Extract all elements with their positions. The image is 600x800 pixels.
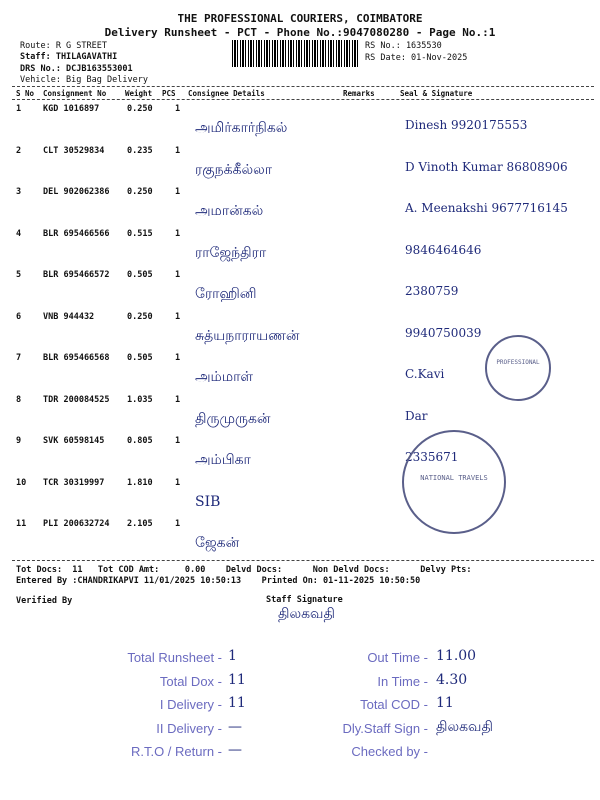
row-consignee-handwritten: அமிர்கார்நிகல் xyxy=(195,120,288,136)
row-sno: 5 xyxy=(16,270,22,280)
row-sno: 10 xyxy=(16,477,27,488)
row-weight: 0.250 xyxy=(127,104,153,114)
col-remarks: Remarks xyxy=(343,89,375,98)
row-sno: 6 xyxy=(16,311,22,322)
row-weight: 2.105 xyxy=(127,519,153,529)
runsheet-subtitle: Delivery Runsheet - PCT - Phone No.:9047080280 - Page No.:1 xyxy=(104,26,496,39)
col-signature: Seal & Signature xyxy=(400,89,473,98)
row-consignee-handwritten: திருமுருகன் xyxy=(195,410,271,427)
row-weight: 0.505 xyxy=(127,270,153,280)
col-consignment: Consignment No xyxy=(43,89,107,98)
row-sno: 4 xyxy=(16,228,22,239)
divider-header xyxy=(12,99,594,100)
summary-label: Checked by - xyxy=(351,744,428,759)
summary-value: 4.30 xyxy=(436,671,468,688)
row-signature-handwritten: 9846464646 xyxy=(405,242,482,257)
row-pcs: 1 xyxy=(175,270,181,280)
col-pcs: PCS xyxy=(162,89,176,98)
row-consignment-no: VNB 944432 xyxy=(43,311,95,322)
staff-signature-value: திலகவதி xyxy=(278,606,335,622)
row-signature-handwritten: 2380759 xyxy=(405,284,459,298)
staff-label: Staff: THILAGAVATHI xyxy=(20,52,118,62)
row-signature-handwritten: 9940750039 xyxy=(405,325,482,340)
rs-number: RS No.: 1635530 xyxy=(365,41,442,51)
row-consignee-handwritten: ரகுநக்கீல்லா xyxy=(195,161,273,178)
col-consignee: Consignee Details xyxy=(188,89,265,98)
stamp-small-text: PROFESSIONAL xyxy=(496,359,540,366)
row-sno: 1 xyxy=(16,104,22,114)
row-consignment-no: KGD 1016897 xyxy=(43,104,100,114)
rs-date: RS Date: 01-Nov-2025 xyxy=(365,53,468,63)
row-weight: 0.250 xyxy=(127,187,153,197)
row-sno: 11 xyxy=(16,519,27,529)
row-signature-handwritten: A. Meenakshi 9677716145 xyxy=(405,201,568,215)
summary-label: I Delivery - xyxy=(159,697,222,712)
row-consignment-no: TCR 30319997 xyxy=(43,477,105,488)
summary-value: 11 xyxy=(228,671,246,688)
row-weight: 0.515 xyxy=(127,228,153,239)
divider-top xyxy=(12,86,594,87)
row-pcs: 1 xyxy=(175,228,181,239)
row-sno: 7 xyxy=(16,353,22,363)
stamp-large-text: NATIONAL TRAVELS xyxy=(420,474,488,482)
row-sno: 8 xyxy=(16,394,22,405)
row-weight: 0.805 xyxy=(127,436,153,446)
row-weight: 1.035 xyxy=(127,394,153,405)
row-weight: 0.250 xyxy=(127,311,153,322)
row-pcs: 1 xyxy=(175,477,181,488)
row-consignee-handwritten: SIB xyxy=(195,493,221,510)
row-signature-handwritten: C.Kavi xyxy=(405,367,445,381)
company-title: THE PROFESSIONAL COURIERS, COIMBATORE xyxy=(177,12,423,25)
row-pcs: 1 xyxy=(175,104,181,114)
row-consignee-handwritten: அமான்கல் xyxy=(195,203,264,219)
col-sno: S No xyxy=(16,89,35,98)
barcode-graphic xyxy=(232,40,360,67)
entered-by-line: Entered By :CHANDRIKAPVI 11/01/2025 10:50:13 Printed On: 01-11-2025 10:50:50 xyxy=(16,576,421,586)
totals-line: Tot Docs: 11 Tot COD Amt: 0.00 Delvd Docs: Non Delvd Docs: Delvy Pts: xyxy=(16,565,472,575)
row-signature-handwritten: D Vinoth Kumar 86808906 xyxy=(405,159,568,174)
summary-label: II Delivery - xyxy=(156,720,222,736)
row-signature-handwritten: 2335671 xyxy=(405,450,459,464)
row-pcs: 1 xyxy=(175,436,181,446)
row-consignment-no: TDR 200084525 xyxy=(43,394,110,405)
row-consignee-handwritten: ராஜேந்திரா xyxy=(195,244,267,261)
row-consignment-no: SVK 60598145 xyxy=(43,436,105,446)
col-weight: Weight xyxy=(125,89,153,98)
summary-value: திலகவதி xyxy=(436,718,493,735)
row-weight: 0.505 xyxy=(127,353,153,363)
row-consignee-handwritten: ஜேகன் xyxy=(195,535,240,551)
row-pcs: 1 xyxy=(175,353,181,363)
summary-label: Total Runsheet - xyxy=(127,650,222,665)
row-weight: 0.235 xyxy=(127,145,153,156)
row-pcs: 1 xyxy=(175,394,181,405)
summary-value: 11.00 xyxy=(436,648,477,664)
row-consignee-handwritten: சுத்யநாராயணன் xyxy=(195,327,300,344)
row-signature-handwritten: Dar xyxy=(405,408,428,423)
route-label: Route: R G STREET xyxy=(20,41,107,51)
verified-by-label: Verified By xyxy=(16,596,73,606)
row-pcs: 1 xyxy=(175,311,181,322)
summary-value: 11 xyxy=(228,695,246,711)
row-signature-handwritten: Dinesh 9920175553 xyxy=(405,118,528,132)
row-weight: 1.810 xyxy=(127,477,153,488)
row-consignment-no: DEL 902062386 xyxy=(43,187,110,197)
company-stamp-large xyxy=(402,430,506,534)
summary-label: Out Time - xyxy=(367,650,428,665)
row-consignment-no: CLT 30529834 xyxy=(43,145,105,156)
summary-label: Dly.Staff Sign - xyxy=(342,720,428,736)
summary-value: — xyxy=(228,718,242,735)
row-consignment-no: BLR 695466568 xyxy=(43,353,110,363)
row-pcs: 1 xyxy=(175,145,181,156)
summary-label: Total Dox - xyxy=(159,673,222,689)
row-consignment-no: BLR 695466566 xyxy=(43,228,110,239)
row-sno: 9 xyxy=(16,436,22,446)
row-consignee-handwritten: ரோஹினி xyxy=(195,286,257,302)
drs-number: DRS No.: DCJB163553001 xyxy=(20,64,133,74)
row-pcs: 1 xyxy=(175,519,181,529)
row-sno: 3 xyxy=(16,187,22,197)
divider-totals xyxy=(12,560,594,561)
row-consignment-no: PLI 200632724 xyxy=(43,519,110,529)
summary-value: — xyxy=(228,742,242,758)
summary-value: 11 xyxy=(436,695,454,711)
row-consignment-no: BLR 695466572 xyxy=(43,270,110,280)
row-consignee-handwritten: அம்பிகா xyxy=(195,452,251,468)
row-consignee-handwritten: அம்மாள் xyxy=(195,369,254,385)
row-sno: 2 xyxy=(16,145,22,156)
summary-label: In Time - xyxy=(377,673,428,689)
summary-label: Total COD - xyxy=(360,697,428,712)
summary-label: R.T.O / Return - xyxy=(130,744,222,759)
staff-signature-label: Staff Signature xyxy=(266,595,343,605)
vehicle-label: Vehicle: Big Bag Delivery xyxy=(20,75,148,85)
company-stamp-small xyxy=(485,335,551,401)
row-pcs: 1 xyxy=(175,187,181,197)
summary-value: 1 xyxy=(228,648,237,664)
